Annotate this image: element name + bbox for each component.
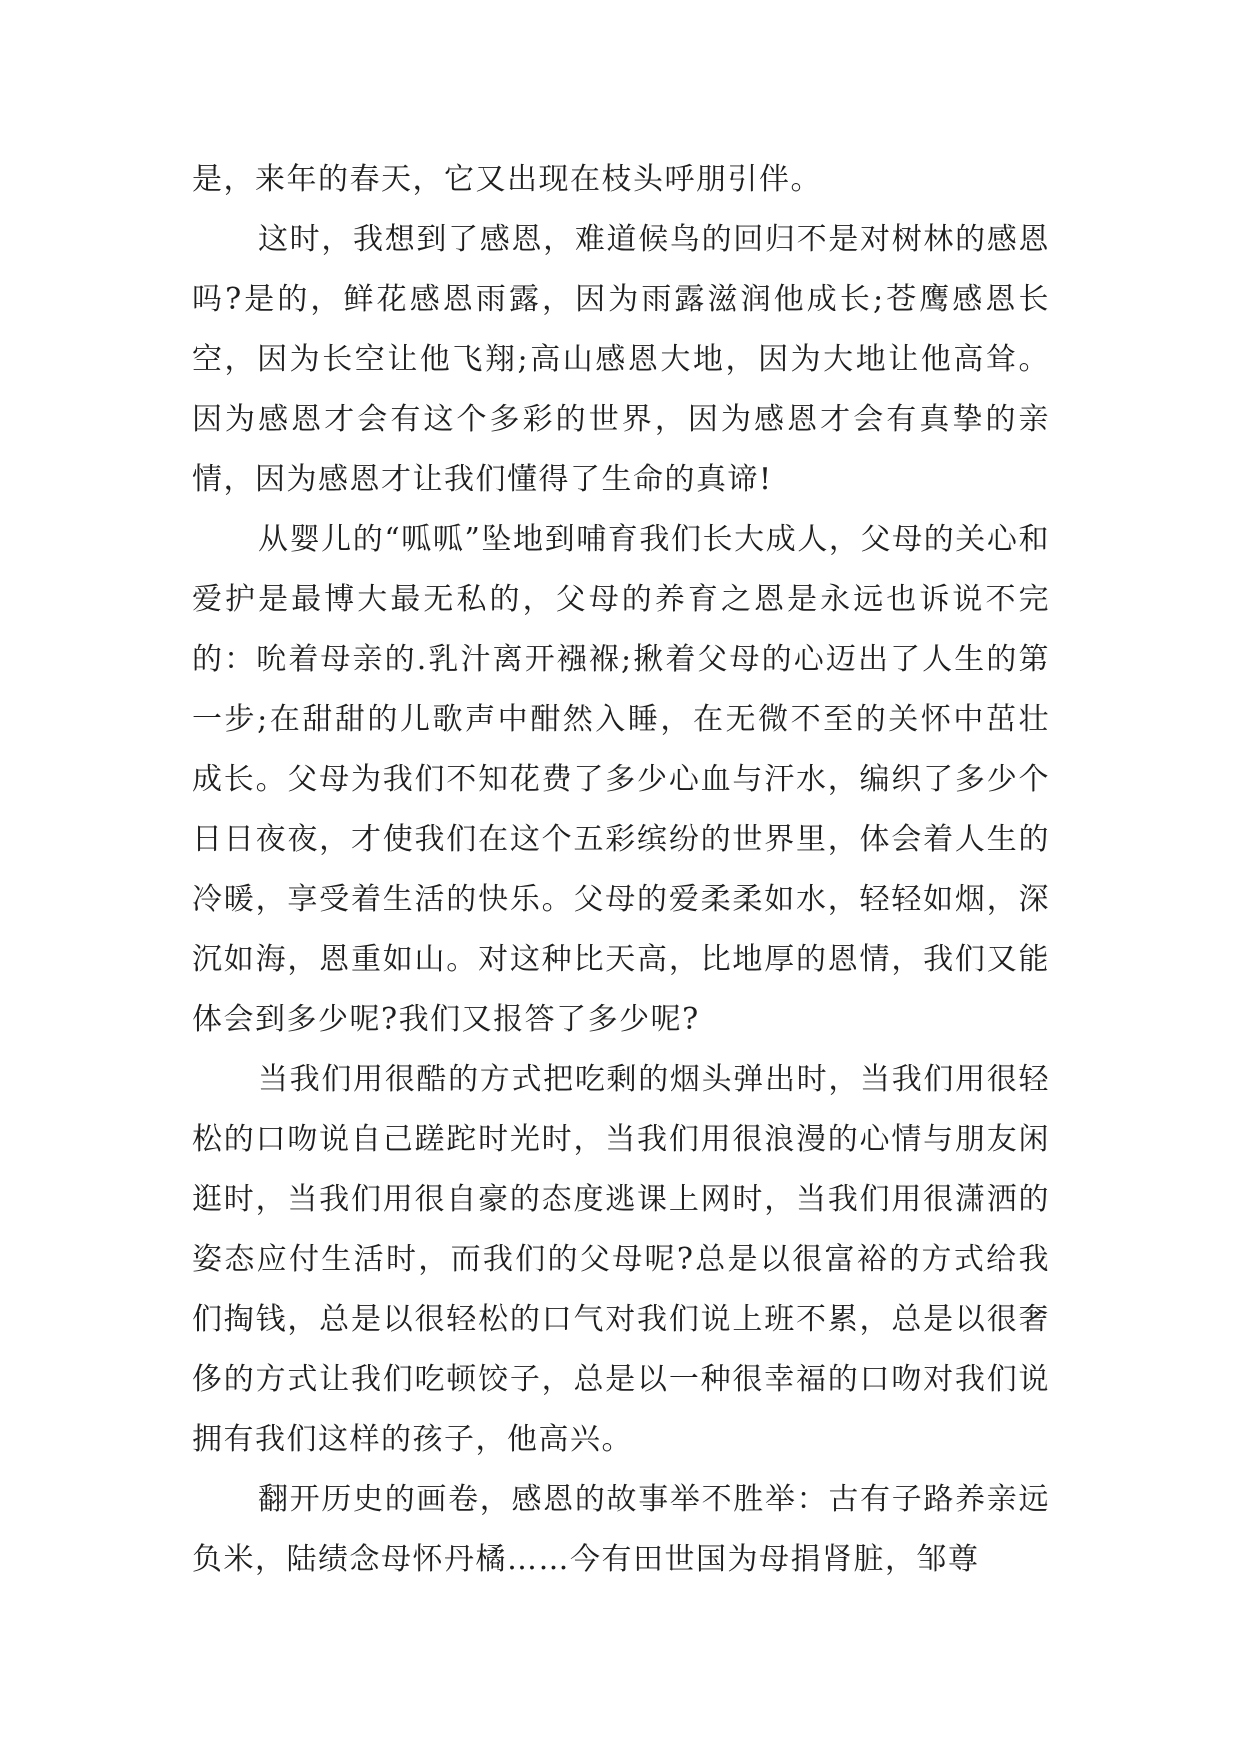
paragraph-gratitude-nature: 这时，我想到了感恩，难道候鸟的回归不是对树林的感恩吗?是的，鲜花感恩雨露，因为雨露滋润他成长;苍鹰感恩长空，因为长空让他飞翔;高山感恩大地，因为大地让他高耸。因为感恩才会有这个多彩的世界，因为感恩才会有真挚的亲情，因为感恩才让我们懂得了生命的真谛!	[192, 222, 1050, 497]
paragraph-parents-love: 从婴儿的“呱呱”坠地到哺育我们长大成人，父母的关心和爱护是最博大最无私的，父母的养育之恩是永远也诉说不完的：吮着母亲的.乳汁离开襁褓;揪着父母的心迈出了人生的第一步;在甜甜的儿歌声中酣然入睡，在无微不至的关怀中茁壮成长。父母为我们不知花费了多少心血与汗水，编织了多少个日日夜夜，才使我们在这个五彩缤纷的世界里，体会着人生的冷暖，享受着生活的快乐。父母的爱柔柔如水，轻轻如烟，深沉如海，恩重如山。对这种比天高，比地厚的恩情，我们又能体会到多少呢?我们又报答了多少呢?	[192, 522, 1050, 1037]
paragraph-continuation: 是，来年的春天，它又出现在枝头呼朋引伴。	[192, 162, 822, 197]
paragraph-contrast: 当我们用很酷的方式把吃剩的烟头弹出时，当我们用很轻松的口吻说自己蹉跎时光时，当我们用很浪漫的心情与朋友闲逛时，当我们用很自豪的态度逃课上网时，当我们用很潇洒的姿态应付生活时，而我们的父母呢?总是以很富裕的方式给我们掏钱，总是以很轻松的口气对我们说上班不累，总是以很奢侈的方式让我们吃顿饺子，总是以一种很幸福的口吻对我们说拥有我们这样的孩子，他高兴。	[192, 1062, 1050, 1457]
document-body	[192, 150, 1050, 1590]
paragraph-history: 翻开历史的画卷，感恩的故事举不胜举：古有子路养亲远负米，陆绩念母怀丹橘……今有田世国为母捐肾脏，邹尊	[192, 1482, 1050, 1577]
